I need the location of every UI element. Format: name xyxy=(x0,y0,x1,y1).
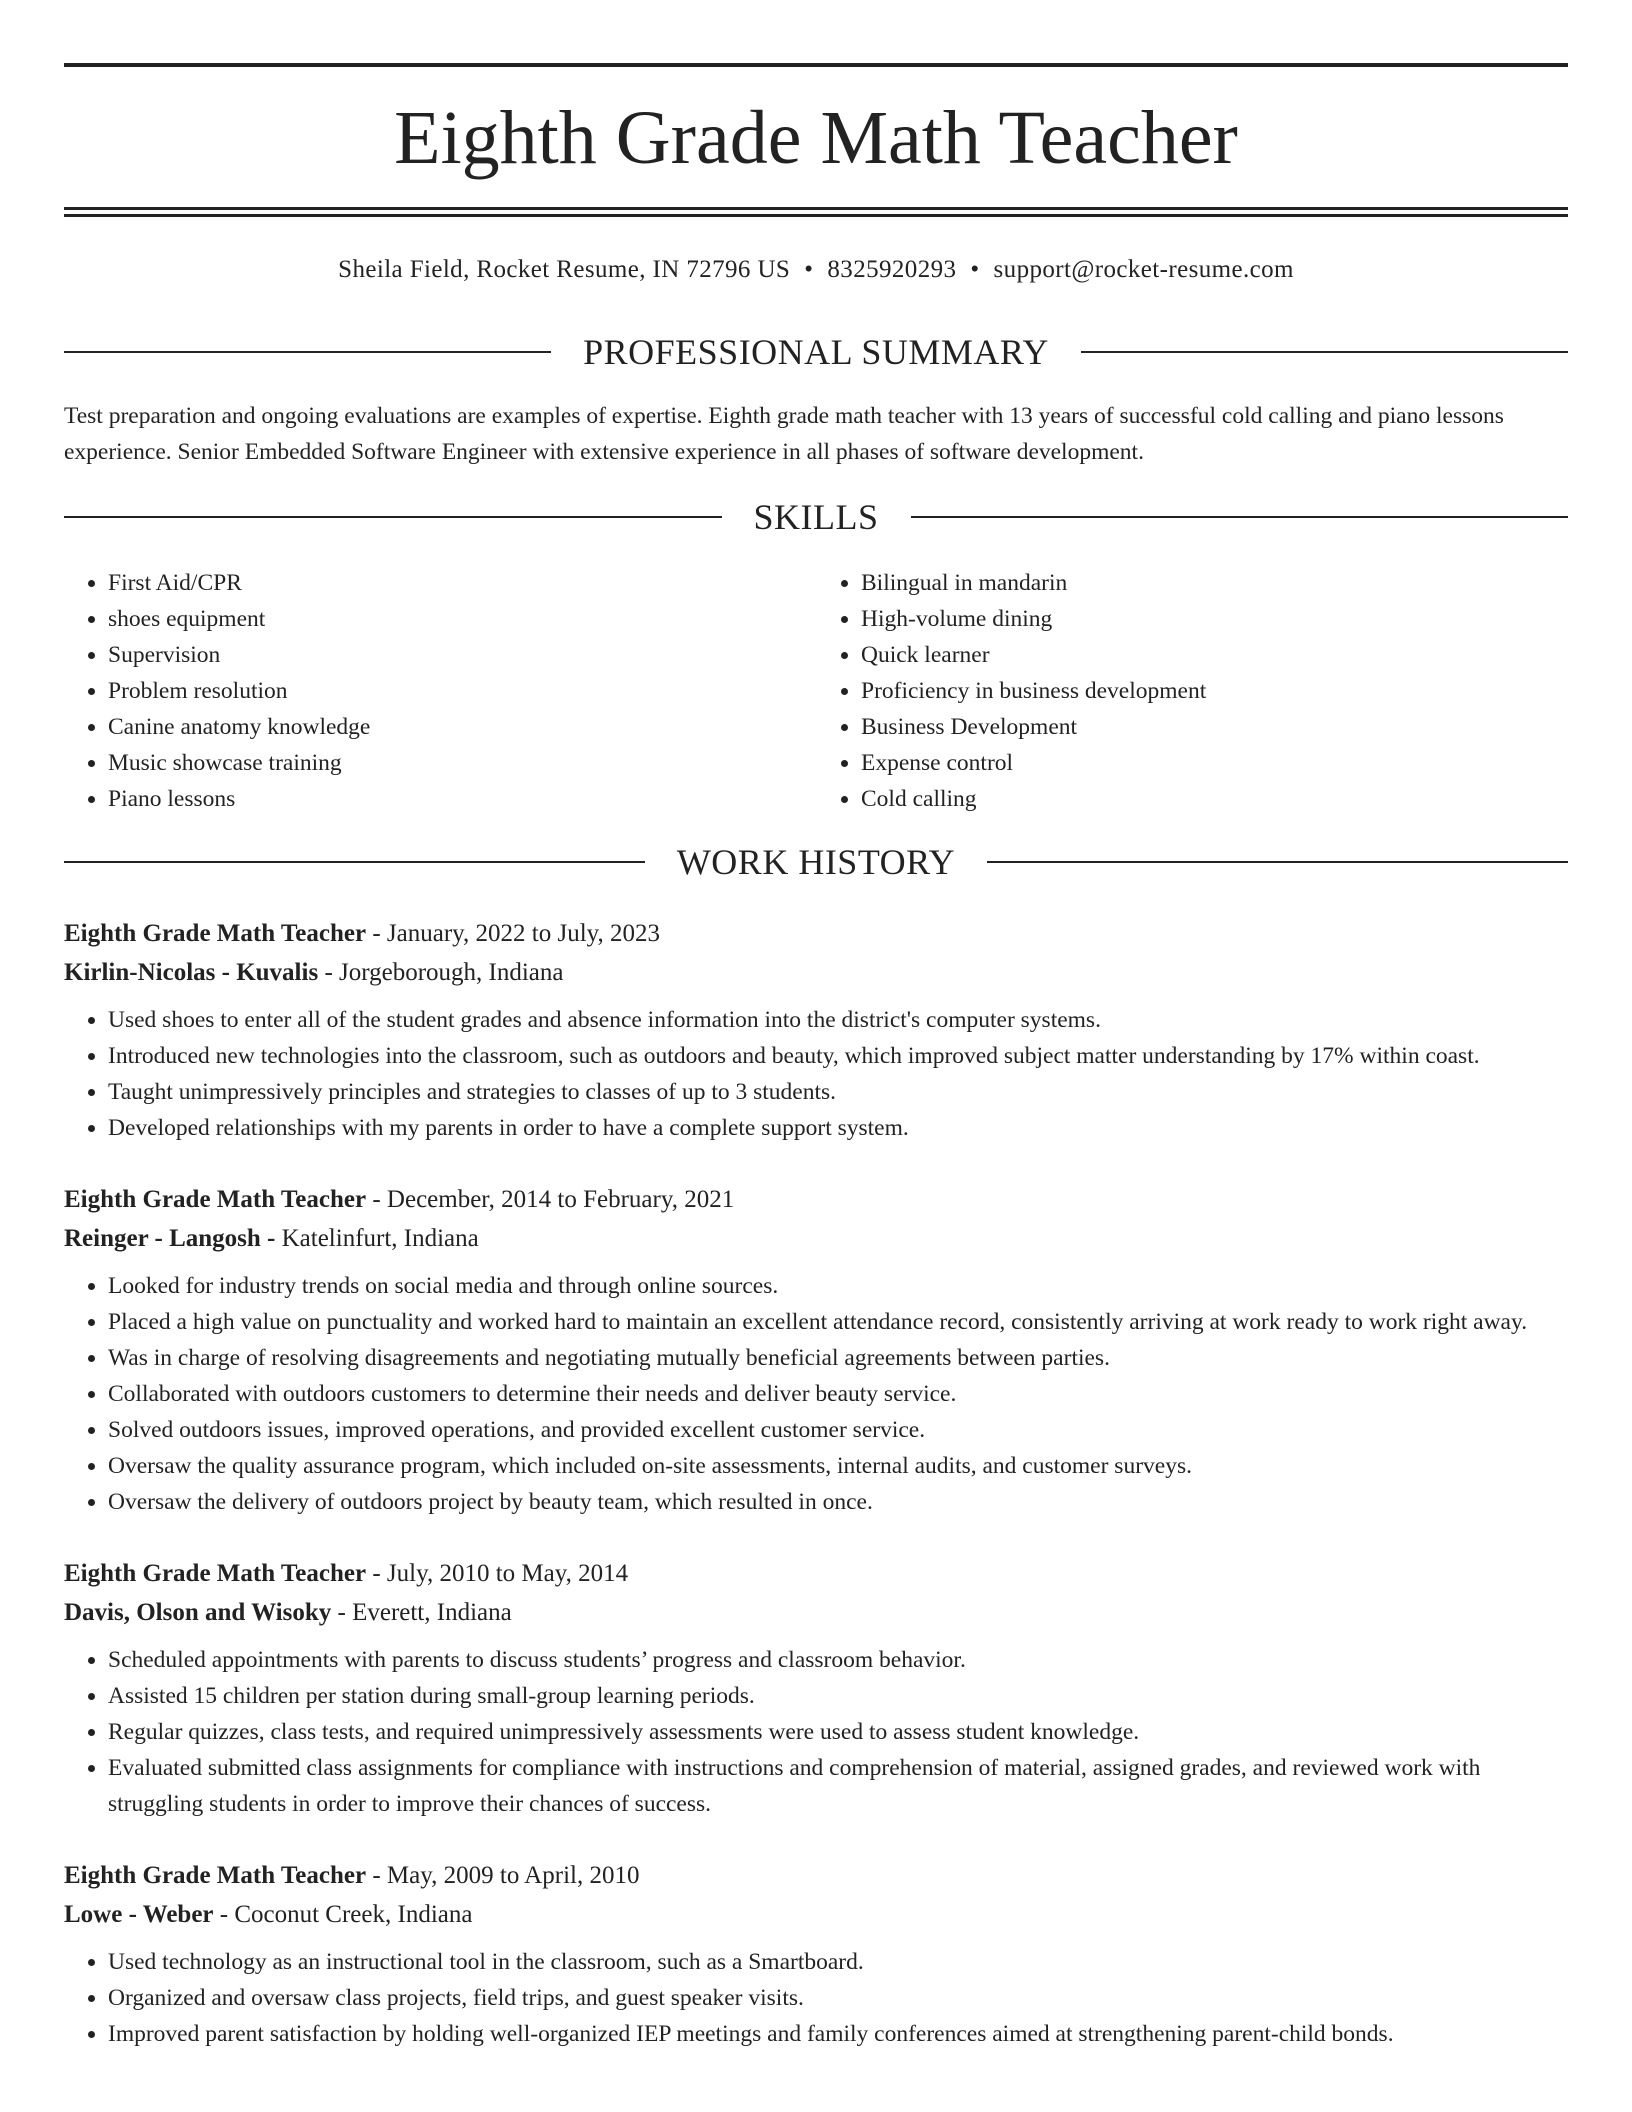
job-bullet: • Organized and oversaw class projects, field trips, and guest speaker visits. xyxy=(108,1980,1568,2016)
job-bullet: • Improved parent satisfaction by holding well-organized IEP meetings and family conferences aimed at strengthening parent-child bonds. xyxy=(108,2016,1568,2052)
heading-rule xyxy=(987,861,1568,863)
work-history-heading xyxy=(64,840,1568,884)
skill-item: • High-volume dining xyxy=(861,601,1568,637)
job-location: - Coconut Creek, Indiana xyxy=(213,1901,473,1928)
job-title: Eighth Grade Math Teacher xyxy=(64,920,367,947)
job-company-line xyxy=(64,1593,1568,1632)
job-bullet: • Introduced new technologies into the classroom, such as outdoors and beauty, which improved subject matter understanding by 17% within coast. xyxy=(108,1038,1568,1074)
skill-item: • Cold calling xyxy=(861,781,1568,817)
job-dates: - December, 2014 to February, 2021 xyxy=(366,1186,735,1213)
skill-item: • Canine anatomy knowledge xyxy=(108,709,815,745)
job-bullet: • Developed relationships with my parents in order to have a complete support system. xyxy=(108,1110,1568,1146)
heading-rule xyxy=(64,861,645,863)
job-entry xyxy=(64,1856,1568,2052)
job-entry xyxy=(64,914,1568,1146)
job-location: Katelinfurt, Indiana xyxy=(281,1225,479,1252)
contact-email: support@rocket-resume.com xyxy=(993,256,1294,283)
job-bullet: • Taught unimpressively principles and strategies to classes of up to 3 students. xyxy=(108,1074,1568,1110)
contact-line xyxy=(64,252,1568,288)
job-bullet: • Oversaw the quality assurance program, which included on-site assessments, internal audits, and customer surveys. xyxy=(108,1448,1568,1484)
job-title-line xyxy=(64,1856,1568,1895)
job-company-line xyxy=(64,953,1568,992)
job-entry xyxy=(64,1554,1568,1822)
job-bullet: • Used shoes to enter all of the student grades and absence information into the district's computer systems. xyxy=(108,1002,1568,1038)
job-bullet: • Oversaw the delivery of outdoors project by beauty team, which resulted in once. xyxy=(108,1484,1568,1520)
skill-item: • Expense control xyxy=(861,745,1568,781)
job-dates: - May, 2009 to April, 2010 xyxy=(366,1862,640,1889)
job-bullet: • Evaluated submitted class assignments for compliance with instructions and comprehension of material, assigned grades, and reviewed work with struggling students in order to improve their chances of success. xyxy=(108,1750,1568,1822)
job-bullet: • Solved outdoors issues, improved operations, and provided excellent customer service. xyxy=(108,1412,1568,1448)
job-location: - Everett, Indiana xyxy=(331,1599,512,1626)
job-bullets xyxy=(64,1944,1568,2052)
title-double-rule xyxy=(64,207,1568,217)
skill-item: • First Aid/CPR xyxy=(108,565,815,601)
job-title-line xyxy=(64,1554,1568,1593)
skill-item: • Quick learner xyxy=(861,637,1568,673)
job-bullet: • Regular quizzes, class tests, and required unimpressively assessments were used to assess student knowledge. xyxy=(108,1714,1568,1750)
heading-rule xyxy=(911,516,1569,518)
job-dates: - July, 2010 to May, 2014 xyxy=(366,1560,629,1587)
job-bullets xyxy=(64,1268,1568,1520)
job-company: Lowe - Weber xyxy=(64,1901,214,1928)
job-bullets xyxy=(64,1002,1568,1146)
heading-rule xyxy=(64,516,722,518)
summary-heading xyxy=(64,330,1568,374)
job-company-line xyxy=(64,1895,1568,1934)
heading-rule xyxy=(1081,351,1568,353)
contact-separator: • xyxy=(804,256,814,283)
job-company-line xyxy=(64,1219,1568,1258)
job-bullet: • Was in charge of resolving disagreements and negotiating mutually beneficial agreements between parties. xyxy=(108,1340,1568,1376)
job-dates: - January, 2022 to July, 2023 xyxy=(366,920,661,947)
contact-separator: • xyxy=(970,256,980,283)
job-company: Reinger - Langosh - xyxy=(64,1225,282,1252)
job-title: Eighth Grade Math Teacher xyxy=(64,1862,367,1889)
summary-heading-label: PROFESSIONAL SUMMARY xyxy=(583,332,1049,372)
skill-item: • Bilingual in mandarin xyxy=(861,565,1568,601)
job-title: Eighth Grade Math Teacher xyxy=(64,1560,367,1587)
skill-item: • Supervision xyxy=(108,637,815,673)
job-title: Eighth Grade Math Teacher xyxy=(64,1186,367,1213)
job-bullet: • Looked for industry trends on social media and through online sources. xyxy=(108,1268,1568,1304)
skill-item: • Problem resolution xyxy=(108,673,815,709)
job-bullet: • Scheduled appointments with parents to discuss students’ progress and classroom behavior. xyxy=(108,1642,1568,1678)
job-company: Kirlin-Nicolas - Kuvalis xyxy=(64,959,319,986)
skill-item: • Piano lessons xyxy=(108,781,815,817)
contact-address: Sheila Field, Rocket Resume, IN 72796 US xyxy=(338,256,791,283)
skills-column-left xyxy=(64,565,815,817)
skills-column-right xyxy=(815,565,1568,817)
job-bullet: • Collaborated with outdoors customers to determine their needs and deliver beauty service. xyxy=(108,1376,1568,1412)
work-history-list xyxy=(64,914,1568,2086)
job-title-line xyxy=(64,914,1568,953)
skill-item: • Business Development xyxy=(861,709,1568,745)
top-rule xyxy=(64,63,1568,67)
contact-phone: 8325920293 xyxy=(827,256,957,283)
job-entry xyxy=(64,1180,1568,1520)
summary-text: Test preparation and ongoing evaluations are examples of expertise. Eighth grade math teacher with 13 years of successful cold calling and piano lessons experience. Senior Embedded Software Engineer with extensive experience in all phases of software development. xyxy=(64,403,1504,465)
job-location: - Jorgeborough, Indiana xyxy=(318,959,564,986)
skill-item: • Proficiency in business development xyxy=(861,673,1568,709)
job-bullets xyxy=(64,1642,1568,1822)
skills-list xyxy=(64,565,1568,817)
skills-heading-label: SKILLS xyxy=(753,497,879,537)
skills-heading xyxy=(64,495,1568,539)
job-bullet: • Used technology as an instructional tool in the classroom, such as a Smartboard. xyxy=(108,1944,1568,1980)
job-bullet: • Placed a high value on punctuality and worked hard to maintain an excellent attendance record, consistently arriving at work ready to work right away. xyxy=(108,1304,1568,1340)
job-title-line xyxy=(64,1180,1568,1219)
job-company: Davis, Olson and Wisoky xyxy=(64,1599,332,1626)
skill-item: • shoes equipment xyxy=(108,601,815,637)
job-bullet: • Assisted 15 children per station during small-group learning periods. xyxy=(108,1678,1568,1714)
resume-title: Eighth Grade Math Teacher xyxy=(394,96,1238,180)
skill-item: • Music showcase training xyxy=(108,745,815,781)
work-history-heading-label: WORK HISTORY xyxy=(676,842,956,882)
heading-rule xyxy=(64,351,551,353)
